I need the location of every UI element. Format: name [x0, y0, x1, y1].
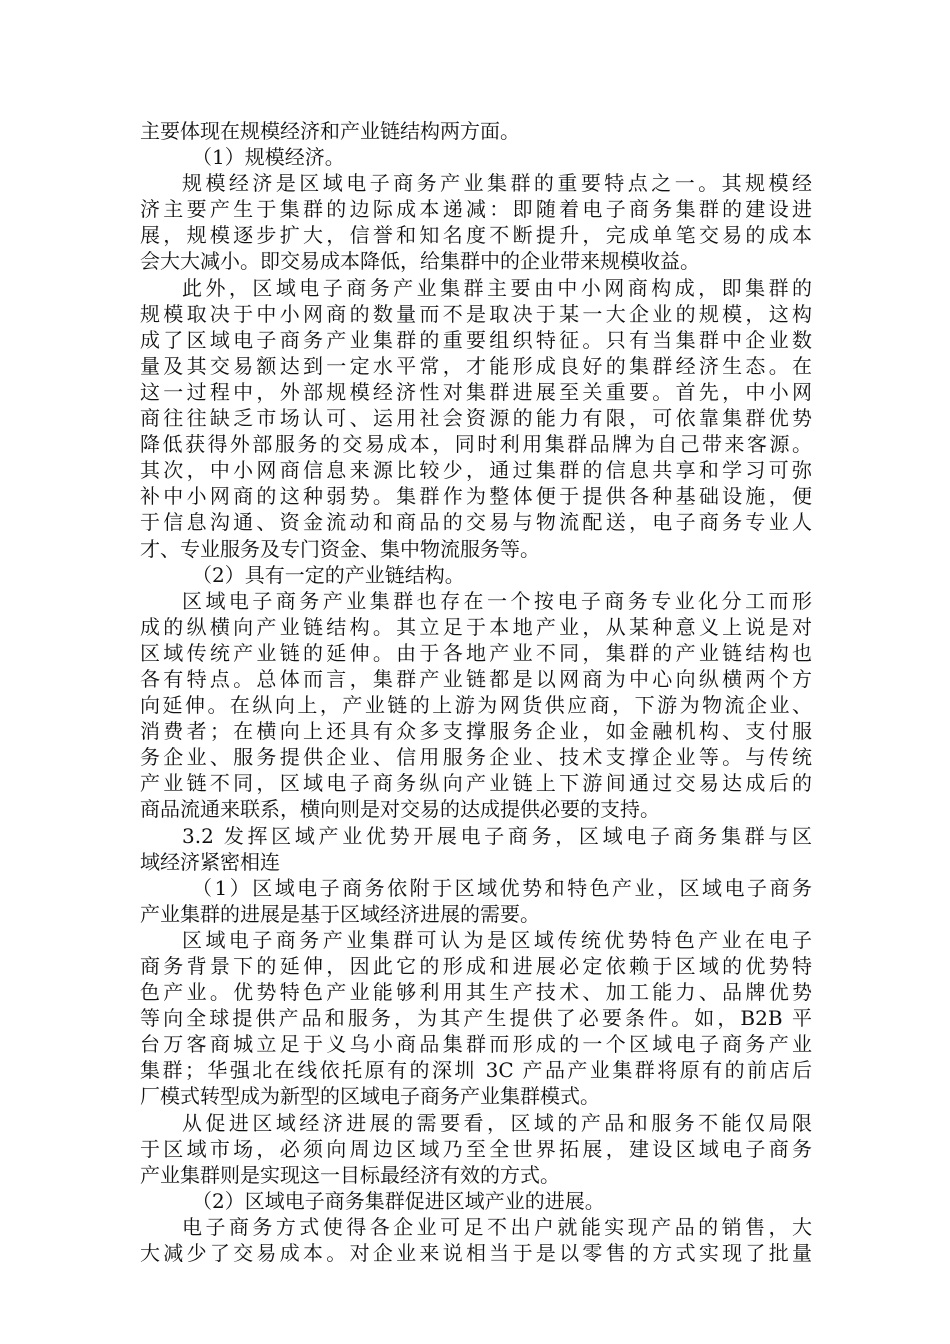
body-text-line: 成了区域电子商务产业集群的重要组织特征。只有当集群中企业数	[140, 327, 812, 352]
body-text-line: 规模取决于中小网商的数量而不是取决于某一大企业的规模，这构	[140, 301, 812, 326]
body-text-line: 从促进区域经济进展的需要看，区域的产品和服务不能仅局限	[182, 1110, 812, 1135]
subheading-line: （2）区域电子商务集群促进区域产业的进展。	[192, 1188, 605, 1213]
body-text-line: 区域传统产业链的延伸。由于各地产业不同，集群的产业链结构也	[140, 640, 812, 665]
body-text-line: 务企业、服务提供企业、信用服务企业、技术支撑企业等。与传统	[140, 745, 812, 770]
body-text-line: 成的纵横向产业链结构。其立足于本地产业，从某种意义上说是对	[140, 614, 812, 639]
body-text-line: 等向全球提供产品和服务，为其产生提供了必要条件。如，B2B 平	[140, 1006, 812, 1031]
body-text-line: 主要体现在规模经济和产业链结构两方面。	[140, 119, 520, 143]
body-text-line: 商品流通来联系，横向则是对交易的达成提供必要的支持。	[140, 797, 660, 822]
body-text-line: 消费者；在横向上还具有众多支撑服务企业，如金融机构、支付服	[140, 719, 812, 744]
body-text-line: 向延伸。在纵向上，产业链的上游为网货供应商，下游为物流企业、	[140, 693, 812, 718]
body-text-line: 才、专业服务及专门资金、集中物流服务等。	[140, 536, 540, 561]
body-text-line: 于区域市场，必须向周边区域乃至全世界拓展，建设区域电子商务	[140, 1136, 812, 1161]
body-text-line: 台万客商城立足于义乌小商品集群而形成的一个区域电子商务产业	[140, 1032, 812, 1057]
body-text-line: 商务背景下的延伸，因此它的形成和进展必定依赖于区域的优势特	[140, 954, 812, 978]
body-text-line: 展，规模逐步扩大，信誉和知名度不断提升，完成单笔交易的成本	[140, 223, 812, 248]
body-text-line: 规模经济是区域电子商务产业集群的重要特点之一。其规模经	[182, 171, 812, 196]
body-text-line: 商往往缺乏市场认可、运用社会资源的能力有限，可依靠集群优势	[140, 406, 812, 431]
body-text-line: 产业链不同，区域电子商务纵向产业链上下游间通过交易达成后的	[140, 771, 812, 796]
body-text-line: 电子商务方式使得各企业可足不出户就能实现产品的销售，大	[182, 1214, 812, 1239]
body-text-line: 区域电子商务产业集群可认为是区域传统优势特色产业在电子	[182, 927, 812, 952]
body-text-line: 降低获得外部服务的交易成本，同时利用集群品牌为自己带来客源。	[140, 432, 812, 457]
body-text-line: 各有特点。总体而言，集群产业链都是以网商为中心向纵横两个方	[140, 666, 812, 691]
body-text-line: 量及其交易额达到一定水平常，才能形成良好的集群经济生态。在	[140, 353, 812, 378]
body-text-line: 其次，中小网商信息来源比较少，通过集群的信息共享和学习可弥	[140, 458, 812, 483]
body-text-line: 产业集群则是实现这一目标最经济有效的方式。	[140, 1162, 560, 1187]
section-heading-line: 域经济紧密相连	[140, 849, 280, 874]
body-text-line: 会大大减小。即交易成本降低，给集群中的企业带来规模收益。	[140, 249, 700, 274]
body-text-line: 厂模式转型成为新型的区域电子商务产业集群模式。	[140, 1084, 600, 1109]
body-text-line: 这一过程中，外部规模经济性对集群进展至关重要。首先，中小网	[140, 379, 812, 404]
document-page	[140, 118, 812, 1266]
subheading-line: 产业集群的进展是基于区域经济进展的需要。	[140, 901, 540, 926]
subheading-line: （2）具有一定的产业链结构。	[192, 562, 465, 587]
body-text-line: 补中小网商的这种弱势。集群作为整体便于提供各种基础设施，便	[140, 484, 812, 509]
body-text-line: 济主要产生于集群的边际成本递减：即随着电子商务集群的建设进	[140, 197, 812, 222]
body-text-line: 此外，区域电子商务产业集群主要由中小网商构成，即集群的	[182, 275, 812, 300]
body-text-line: 区域电子商务产业集群也存在一个按电子商务专业化分工而形	[182, 588, 812, 613]
body-text-line: 于信息沟通、资金流动和商品的交易与物流配送，电子商务专业人	[140, 510, 812, 535]
subheading-line: （1）规模经济。	[192, 145, 345, 170]
body-text-line: 大减少了交易成本。对企业来说相当于是以零售的方式实现了批量	[140, 1241, 812, 1266]
body-text-line: 集群；华强北在线依托原有的深圳 3C 产品产业集群将原有的前店后	[140, 1058, 812, 1083]
subheading-line: （1）区域电子商务依附于区域优势和特色产业，区域电子商务	[192, 875, 812, 900]
body-text-line: 色产业。优势特色产业能够利用其生产技术、加工能力、品牌优势	[140, 980, 812, 1005]
section-heading-line: 3.2 发挥区域产业优势开展电子商务，区域电子商务集群与区	[182, 823, 812, 848]
